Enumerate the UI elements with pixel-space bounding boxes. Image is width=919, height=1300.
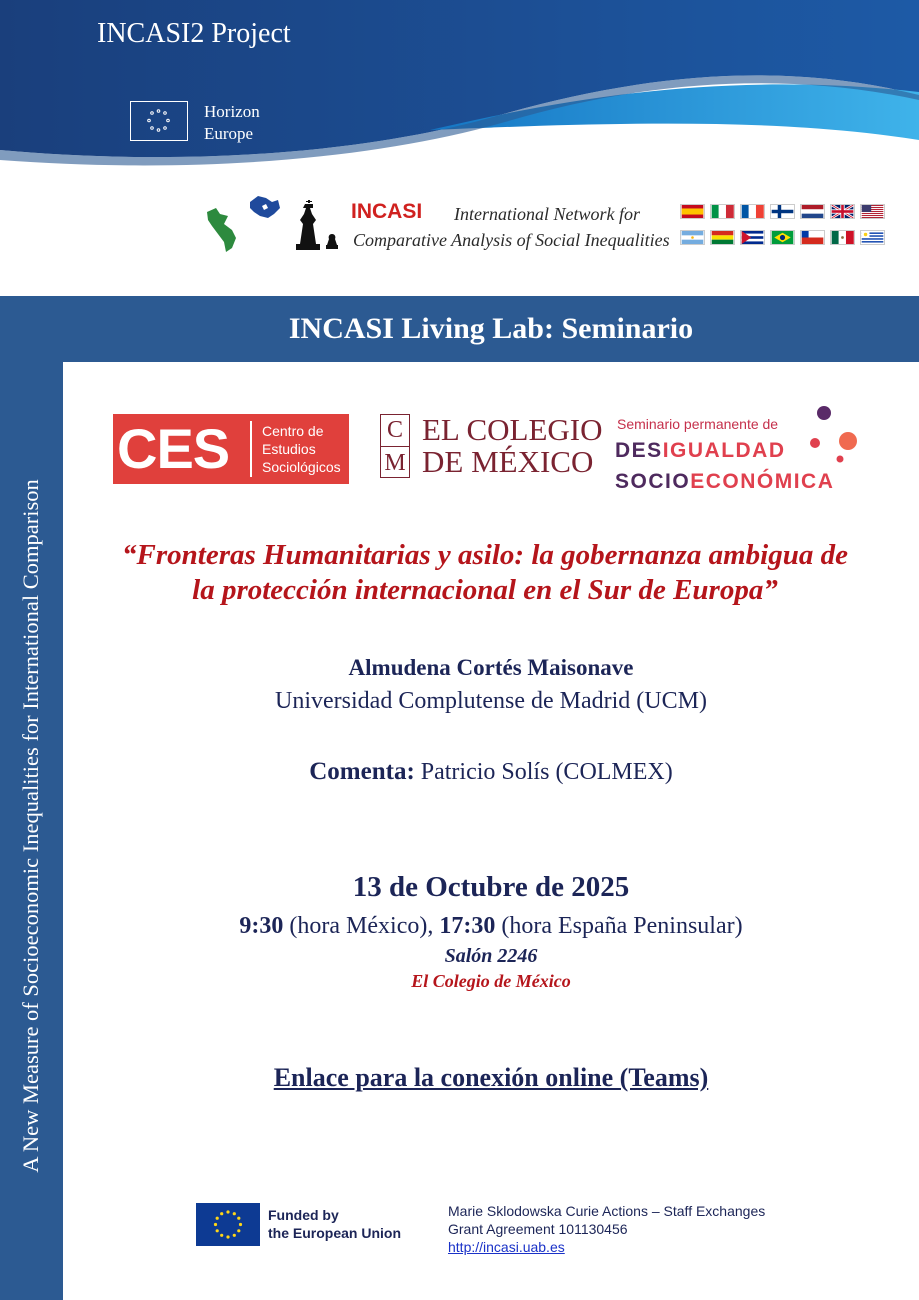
ces-name-line2: Estudios bbox=[262, 441, 316, 457]
discussant-name: Patricio Solís (COLMEX) bbox=[420, 759, 673, 785]
seminar-logo-line1 bbox=[615, 439, 786, 463]
project-url-link[interactable]: http://incasi.uab.es bbox=[448, 1239, 565, 1255]
seminar-logo-socio: SOCIO bbox=[615, 470, 691, 493]
flag-netherlands-icon bbox=[800, 204, 825, 219]
teams-link[interactable]: Enlace para la conexión online (Teams) bbox=[273, 1063, 709, 1092]
seminar-logo-des: DES bbox=[615, 439, 663, 462]
colmex-logo-name bbox=[422, 414, 603, 478]
world-map-icon bbox=[202, 192, 282, 254]
incasi-desc-line2: Comparative Analysis of Social Inequalities bbox=[353, 230, 670, 250]
time-spain: 17:30 bbox=[439, 913, 496, 939]
chess-pieces-icon bbox=[294, 198, 342, 252]
seminar-logo-igualdad: IGUALDAD bbox=[662, 439, 786, 462]
eu-flag-icon bbox=[196, 1203, 260, 1246]
flag-spain-icon bbox=[680, 204, 705, 219]
flag-finland-icon bbox=[770, 204, 795, 219]
incasi-description bbox=[353, 201, 693, 253]
ces-name-line1: Centro de bbox=[262, 423, 324, 439]
horizon-europe-label bbox=[204, 101, 260, 145]
talk-title: “Fronteras Humanitarias y asilo: la gobernanza ambigua de la protección internacional en el Sur de Europa” bbox=[122, 539, 848, 606]
project-title: INCASI2 Project bbox=[97, 18, 291, 49]
event-room: Salón 2246 bbox=[444, 945, 538, 967]
ces-name-line3: Sociológicos bbox=[262, 459, 341, 475]
flag-uk-icon bbox=[830, 204, 855, 219]
flag-bolivia-icon bbox=[710, 230, 735, 245]
colmex-emblem-m: M bbox=[380, 446, 410, 478]
flag-argentina-icon bbox=[680, 230, 705, 245]
flag-cuba-icon bbox=[740, 230, 765, 245]
funded-by-eu-label bbox=[268, 1206, 401, 1242]
funded-line1: Funded by bbox=[268, 1207, 339, 1223]
colmex-emblem-c: C bbox=[386, 417, 403, 443]
flag-chile-icon bbox=[800, 230, 825, 245]
grant-info bbox=[448, 1202, 765, 1256]
ces-logo-acronym: CES bbox=[117, 417, 230, 480]
time-mexico-label: (hora México), bbox=[289, 913, 434, 939]
seminar-logo-economica: ECONÓMICA bbox=[690, 470, 835, 493]
sidebar-slogan: A New Measure of Socioeconomic Inequalities for International Comparison bbox=[18, 479, 43, 1173]
incasi-brand-label: INCASI bbox=[351, 200, 423, 223]
flags-row-latam bbox=[680, 230, 890, 245]
event-venue: El Colegio de México bbox=[411, 971, 571, 991]
flag-usa-icon bbox=[860, 204, 885, 219]
flag-italy-icon bbox=[710, 204, 735, 219]
seminar-title-band bbox=[63, 296, 919, 362]
event-date: 13 de Octubre de 2025 bbox=[352, 871, 630, 903]
seminar-logo-dots-icon bbox=[800, 403, 864, 463]
grant-line1: Marie Sklodowska Curie Actions – Staff Exchanges bbox=[448, 1203, 766, 1219]
horizon-line2: Europe bbox=[204, 124, 254, 143]
speaker-affiliation: Universidad Complutense de Madrid (UCM) bbox=[275, 688, 707, 714]
seminar-title: INCASI Living Lab: Seminario bbox=[288, 312, 694, 345]
flag-mexico-icon bbox=[830, 230, 855, 245]
ces-logo-name bbox=[262, 422, 341, 476]
eu-flag-icon bbox=[130, 101, 188, 141]
flag-uruguay-icon bbox=[860, 230, 885, 245]
horizon-line1: Horizon bbox=[204, 102, 260, 121]
event-time bbox=[63, 913, 919, 940]
time-spain-label: (hora España Peninsular) bbox=[501, 913, 743, 939]
seminar-logo-line2 bbox=[615, 470, 834, 494]
funded-line2: the European Union bbox=[268, 1225, 401, 1241]
discussant-line bbox=[63, 758, 919, 786]
flag-france-icon bbox=[740, 204, 765, 219]
flags-row-europe-us bbox=[680, 204, 890, 219]
incasi-desc-line1: International Network for bbox=[454, 204, 640, 224]
discussant-label: Comenta: bbox=[309, 758, 415, 785]
colmex-name-line1: EL COLEGIO bbox=[422, 412, 603, 447]
speaker-name: Almudena Cortés Maisonave bbox=[348, 655, 634, 680]
colmex-name-line2: DE MÉXICO bbox=[422, 444, 594, 479]
grant-line2: Grant Agreement 101130456 bbox=[448, 1221, 628, 1237]
time-mexico: 9:30 bbox=[239, 913, 284, 939]
ces-logo-divider bbox=[250, 421, 252, 477]
seminar-logo-caption: Seminario permanente de bbox=[617, 416, 779, 432]
flag-brazil-icon bbox=[770, 230, 795, 245]
